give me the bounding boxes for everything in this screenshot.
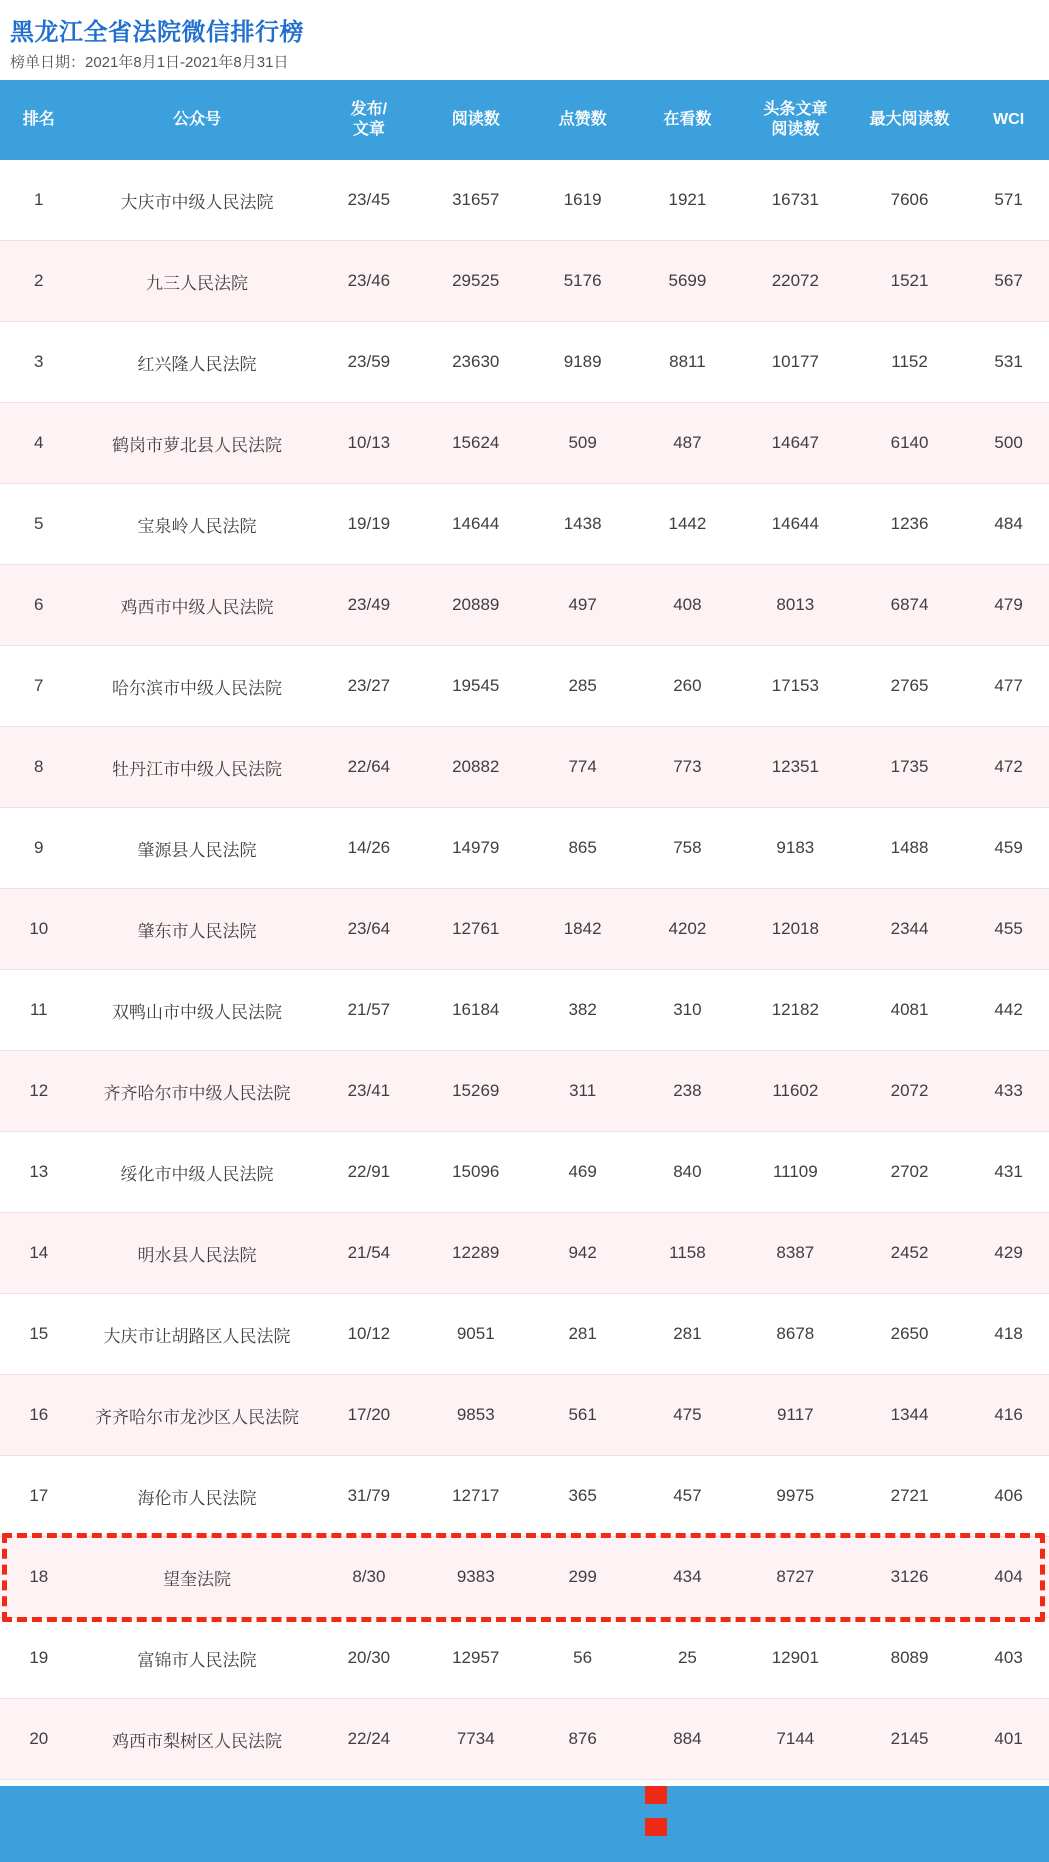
cell-publish: 23/46 <box>316 241 421 322</box>
cell-headline-reads: 7144 <box>740 1699 851 1780</box>
cell-likes: 1438 <box>530 484 635 565</box>
cell-wci: 418 <box>968 1294 1049 1375</box>
cell-account-name: 宝泉岭人民法院 <box>78 484 317 565</box>
cell-wci: 431 <box>968 1132 1049 1213</box>
cell-reads: 12717 <box>421 1456 530 1537</box>
column-header-likes: 点赞数 <box>530 80 635 160</box>
cell-max-reads: 1152 <box>851 322 968 403</box>
cell-likes: 561 <box>530 1375 635 1456</box>
cell-max-reads: 2145 <box>851 1699 968 1780</box>
cell-account-name: 富锦市人民法院 <box>78 1618 317 1699</box>
cell-rank: 20 <box>0 1699 78 1780</box>
cell-reads: 14644 <box>421 484 530 565</box>
cell-wci: 401 <box>968 1699 1049 1780</box>
column-header-reads: 阅读数 <box>421 80 530 160</box>
cell-rank: 10 <box>0 889 78 970</box>
cell-likes: 469 <box>530 1132 635 1213</box>
cell-wci: 477 <box>968 646 1049 727</box>
date-range-subtitle: 榜单日期：2021年8月1日-2021年8月31日 <box>10 54 289 71</box>
cell-reads: 12957 <box>421 1618 530 1699</box>
cell-account-name: 九三人民法院 <box>78 241 317 322</box>
footer-bar <box>0 1786 1049 1862</box>
cell-rank: 11 <box>0 970 78 1051</box>
cell-watching: 1442 <box>635 484 740 565</box>
cell-account-name: 明水县人民法院 <box>78 1213 317 1294</box>
cell-max-reads: 1344 <box>851 1375 968 1456</box>
table-row-highlighted <box>0 1537 1049 1618</box>
table-row <box>0 1375 1049 1456</box>
cell-headline-reads: 8387 <box>740 1213 851 1294</box>
cell-likes: 9189 <box>530 322 635 403</box>
cell-likes: 497 <box>530 565 635 646</box>
cell-likes: 942 <box>530 1213 635 1294</box>
table-row <box>0 1699 1049 1780</box>
cell-wci: 433 <box>968 1051 1049 1132</box>
cell-account-name: 哈尔滨市中级人民法院 <box>78 646 317 727</box>
table-row <box>0 1294 1049 1375</box>
cell-reads: 15096 <box>421 1132 530 1213</box>
cell-likes: 1842 <box>530 889 635 970</box>
cell-reads: 12761 <box>421 889 530 970</box>
cell-wci: 404 <box>968 1537 1049 1618</box>
cell-max-reads: 6874 <box>851 565 968 646</box>
table-header-row <box>0 80 1049 160</box>
table-row <box>0 1213 1049 1294</box>
cell-publish: 19/19 <box>316 484 421 565</box>
cell-max-reads: 2072 <box>851 1051 968 1132</box>
cell-wci: 429 <box>968 1213 1049 1294</box>
table-row <box>0 1132 1049 1213</box>
cell-watching: 4202 <box>635 889 740 970</box>
cell-watching: 434 <box>635 1537 740 1618</box>
cell-reads: 29525 <box>421 241 530 322</box>
cell-reads: 20882 <box>421 727 530 808</box>
cell-reads: 9853 <box>421 1375 530 1456</box>
cell-rank: 6 <box>0 565 78 646</box>
cell-wci: 472 <box>968 727 1049 808</box>
column-header-rank: 排名 <box>0 80 78 160</box>
cell-headline-reads: 8727 <box>740 1537 851 1618</box>
cell-rank: 9 <box>0 808 78 889</box>
cell-likes: 865 <box>530 808 635 889</box>
cell-rank: 12 <box>0 1051 78 1132</box>
highlight-marker-footer <box>645 1786 667 1848</box>
cell-rank: 3 <box>0 322 78 403</box>
table-row <box>0 970 1049 1051</box>
cell-watching: 1921 <box>635 160 740 241</box>
cell-watching: 408 <box>635 565 740 646</box>
cell-rank: 19 <box>0 1618 78 1699</box>
table-row <box>0 1051 1049 1132</box>
column-header-publish-line2: 文章 <box>352 121 385 138</box>
cell-rank: 2 <box>0 241 78 322</box>
cell-headline-reads: 14644 <box>740 484 851 565</box>
cell-watching: 1158 <box>635 1213 740 1294</box>
cell-headline-reads: 12182 <box>740 970 851 1051</box>
cell-headline-reads: 9117 <box>740 1375 851 1456</box>
cell-account-name: 牡丹江市中级人民法院 <box>78 727 317 808</box>
cell-wci: 484 <box>968 484 1049 565</box>
cell-publish: 31/79 <box>316 1456 421 1537</box>
cell-publish: 10/12 <box>316 1294 421 1375</box>
table-row <box>0 484 1049 565</box>
column-header-account: 公众号 <box>78 80 317 160</box>
cell-likes: 285 <box>530 646 635 727</box>
cell-reads: 20889 <box>421 565 530 646</box>
cell-max-reads: 2344 <box>851 889 968 970</box>
cell-rank: 7 <box>0 646 78 727</box>
cell-watching: 8811 <box>635 322 740 403</box>
cell-publish: 21/57 <box>316 970 421 1051</box>
cell-account-name: 红兴隆人民法院 <box>78 322 317 403</box>
cell-publish: 23/49 <box>316 565 421 646</box>
cell-publish: 23/59 <box>316 322 421 403</box>
cell-watching: 260 <box>635 646 740 727</box>
cell-wci: 416 <box>968 1375 1049 1456</box>
cell-account-name: 肇源县人民法院 <box>78 808 317 889</box>
table-row <box>0 727 1049 808</box>
cell-publish: 20/30 <box>316 1618 421 1699</box>
cell-max-reads: 1521 <box>851 241 968 322</box>
cell-wci: 403 <box>968 1618 1049 1699</box>
cell-max-reads: 7606 <box>851 160 968 241</box>
cell-reads: 16184 <box>421 970 530 1051</box>
cell-likes: 365 <box>530 1456 635 1537</box>
cell-account-name: 大庆市让胡路区人民法院 <box>78 1294 317 1375</box>
cell-account-name: 鹤岗市萝北县人民法院 <box>78 403 317 484</box>
cell-max-reads: 1488 <box>851 808 968 889</box>
cell-max-reads: 1735 <box>851 727 968 808</box>
column-header-headline-line1: 头条文章 <box>763 101 828 118</box>
cell-watching: 884 <box>635 1699 740 1780</box>
cell-rank: 16 <box>0 1375 78 1456</box>
cell-publish: 23/45 <box>316 160 421 241</box>
page-title: 黑龙江全省法院微信排行榜 <box>10 19 304 46</box>
table-row <box>0 565 1049 646</box>
cell-rank: 13 <box>0 1132 78 1213</box>
column-header-watching: 在看数 <box>635 80 740 160</box>
cell-max-reads: 2721 <box>851 1456 968 1537</box>
cell-publish: 17/20 <box>316 1375 421 1456</box>
cell-headline-reads: 10177 <box>740 322 851 403</box>
cell-likes: 876 <box>530 1699 635 1780</box>
cell-watching: 758 <box>635 808 740 889</box>
cell-publish: 22/24 <box>316 1699 421 1780</box>
cell-watching: 840 <box>635 1132 740 1213</box>
cell-reads: 31657 <box>421 160 530 241</box>
cell-wci: 406 <box>968 1456 1049 1537</box>
cell-likes: 281 <box>530 1294 635 1375</box>
table-header <box>0 80 1049 160</box>
cell-watching: 310 <box>635 970 740 1051</box>
cell-wci: 455 <box>968 889 1049 970</box>
cell-max-reads: 2650 <box>851 1294 968 1375</box>
cell-account-name: 大庆市中级人民法院 <box>78 160 317 241</box>
cell-account-name: 齐齐哈尔市龙沙区人民法院 <box>78 1375 317 1456</box>
cell-likes: 774 <box>530 727 635 808</box>
cell-reads: 7734 <box>421 1699 530 1780</box>
table-row <box>0 241 1049 322</box>
cell-likes: 311 <box>530 1051 635 1132</box>
table-row <box>0 889 1049 970</box>
cell-headline-reads: 17153 <box>740 646 851 727</box>
cell-account-name: 绥化市中级人民法院 <box>78 1132 317 1213</box>
cell-publish: 14/26 <box>316 808 421 889</box>
cell-likes: 1619 <box>530 160 635 241</box>
cell-headline-reads: 11109 <box>740 1132 851 1213</box>
cell-account-name: 肇东市人民法院 <box>78 889 317 970</box>
cell-account-name: 齐齐哈尔市中级人民法院 <box>78 1051 317 1132</box>
cell-wci: 571 <box>968 160 1049 241</box>
column-header-headline-line2: 阅读数 <box>771 121 820 138</box>
cell-rank: 17 <box>0 1456 78 1537</box>
cell-likes: 299 <box>530 1537 635 1618</box>
cell-reads: 9383 <box>421 1537 530 1618</box>
table-row <box>0 808 1049 889</box>
table-row <box>0 160 1049 241</box>
cell-headline-reads: 9183 <box>740 808 851 889</box>
cell-max-reads: 4081 <box>851 970 968 1051</box>
cell-reads: 15624 <box>421 403 530 484</box>
cell-watching: 281 <box>635 1294 740 1375</box>
cell-publish: 23/27 <box>316 646 421 727</box>
cell-publish: 21/54 <box>316 1213 421 1294</box>
cell-wci: 500 <box>968 403 1049 484</box>
cell-account-name: 鸡西市梨树区人民法院 <box>78 1699 317 1780</box>
cell-max-reads: 6140 <box>851 403 968 484</box>
cell-watching: 5699 <box>635 241 740 322</box>
cell-max-reads: 2702 <box>851 1132 968 1213</box>
cell-headline-reads: 14647 <box>740 403 851 484</box>
cell-wci: 442 <box>968 970 1049 1051</box>
cell-watching: 457 <box>635 1456 740 1537</box>
cell-watching: 773 <box>635 727 740 808</box>
table-row <box>0 403 1049 484</box>
cell-wci: 531 <box>968 322 1049 403</box>
cell-wci: 567 <box>968 241 1049 322</box>
cell-reads: 14979 <box>421 808 530 889</box>
cell-rank: 4 <box>0 403 78 484</box>
cell-headline-reads: 9975 <box>740 1456 851 1537</box>
cell-publish: 22/91 <box>316 1132 421 1213</box>
cell-account-name: 望奎法院 <box>78 1537 317 1618</box>
cell-max-reads: 8089 <box>851 1618 968 1699</box>
cell-rank: 8 <box>0 727 78 808</box>
cell-reads: 15269 <box>421 1051 530 1132</box>
column-header-max-reads: 最大阅读数 <box>851 80 968 160</box>
table-row <box>0 1618 1049 1699</box>
cell-headline-reads: 12351 <box>740 727 851 808</box>
column-header-publish-line1: 发布/ <box>350 101 388 118</box>
cell-publish: 22/64 <box>316 727 421 808</box>
cell-max-reads: 3126 <box>851 1537 968 1618</box>
cell-headline-reads: 22072 <box>740 241 851 322</box>
cell-rank: 15 <box>0 1294 78 1375</box>
table-body <box>0 160 1049 1780</box>
cell-headline-reads: 16731 <box>740 160 851 241</box>
cell-likes: 509 <box>530 403 635 484</box>
cell-max-reads: 2452 <box>851 1213 968 1294</box>
cell-publish: 23/41 <box>316 1051 421 1132</box>
cell-watching: 487 <box>635 403 740 484</box>
cell-rank: 1 <box>0 160 78 241</box>
cell-likes: 5176 <box>530 241 635 322</box>
cell-headline-reads: 8013 <box>740 565 851 646</box>
cell-account-name: 双鸭山市中级人民法院 <box>78 970 317 1051</box>
cell-wci: 479 <box>968 565 1049 646</box>
cell-likes: 382 <box>530 970 635 1051</box>
table-row <box>0 646 1049 727</box>
cell-max-reads: 1236 <box>851 484 968 565</box>
table-row <box>0 322 1049 403</box>
cell-watching: 238 <box>635 1051 740 1132</box>
cell-watching: 25 <box>635 1618 740 1699</box>
cell-headline-reads: 11602 <box>740 1051 851 1132</box>
cell-reads: 19545 <box>421 646 530 727</box>
cell-watching: 475 <box>635 1375 740 1456</box>
cell-wci: 459 <box>968 808 1049 889</box>
cell-rank: 14 <box>0 1213 78 1294</box>
table-row <box>0 1456 1049 1537</box>
column-header-publish <box>316 80 421 160</box>
cell-headline-reads: 12901 <box>740 1618 851 1699</box>
cell-headline-reads: 8678 <box>740 1294 851 1375</box>
cell-account-name: 鸡西市中级人民法院 <box>78 565 317 646</box>
cell-headline-reads: 12018 <box>740 889 851 970</box>
cell-publish: 10/13 <box>316 403 421 484</box>
cell-publish: 23/64 <box>316 889 421 970</box>
cell-publish: 8/30 <box>316 1537 421 1618</box>
column-header-headline-reads <box>740 80 851 160</box>
ranking-table <box>0 80 1049 1780</box>
cell-reads: 9051 <box>421 1294 530 1375</box>
cell-reads: 12289 <box>421 1213 530 1294</box>
cell-likes: 56 <box>530 1618 635 1699</box>
cell-max-reads: 2765 <box>851 646 968 727</box>
column-header-wci: WCI <box>968 80 1049 160</box>
cell-rank: 5 <box>0 484 78 565</box>
cell-reads: 23630 <box>421 322 530 403</box>
cell-rank: 18 <box>0 1537 78 1618</box>
cell-account-name: 海伦市人民法院 <box>78 1456 317 1537</box>
